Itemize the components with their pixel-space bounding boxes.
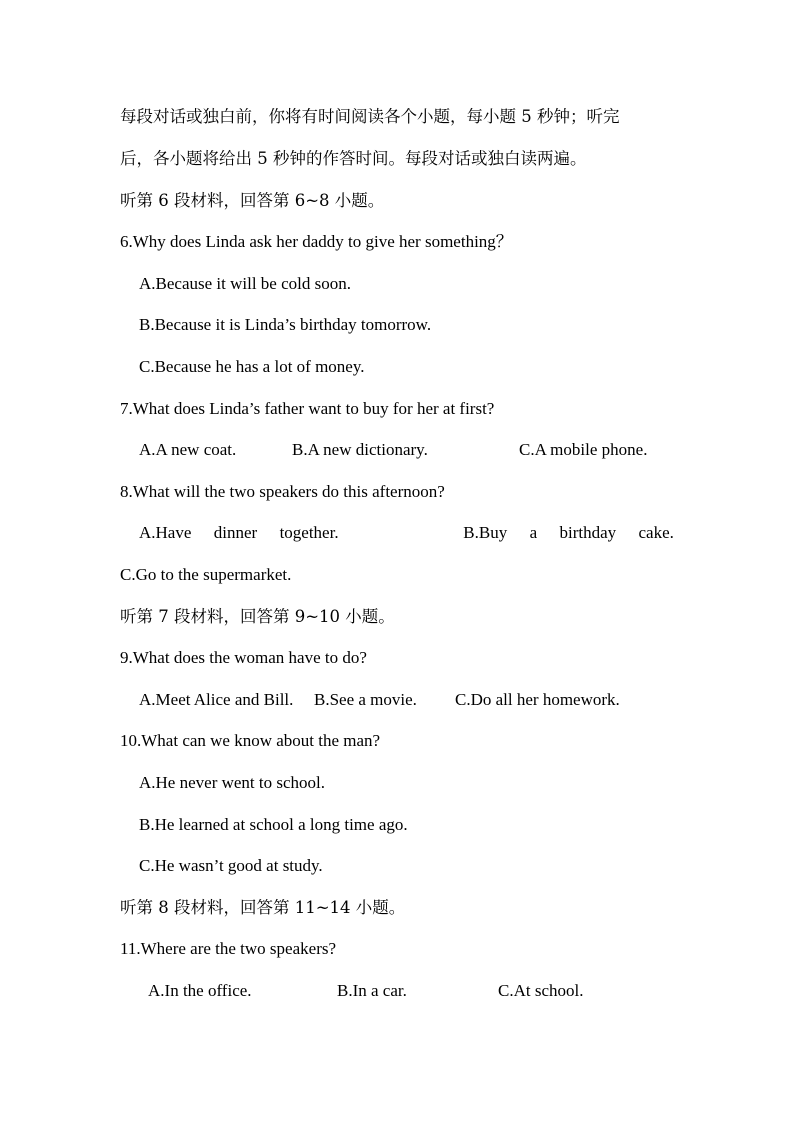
question-11-option-b: B.In a car. [337,981,407,1000]
question-6: 6.Why does Linda ask her daddy to give her something？ [120,232,513,251]
question-8-word: dinner [213,523,258,542]
question-8-word: together. [279,523,339,542]
question-10: 10.What can we know about the man? [120,731,381,750]
question-9-option-c: C.Do all her homework. [455,690,620,709]
question-9: 9.What does the woman have to do? [120,648,367,667]
question-6-option-b: B.Because it is Linda’s birthday tomorrow. [139,315,432,334]
section-7-heading: 听第 7 段材料，回答第 9~10 小题。 [120,607,395,626]
question-8-gap [361,522,441,544]
question-8-options-ab [139,522,674,544]
question-7-option-a: A.A new coat. [139,440,237,459]
question-8-word: birthday [559,523,617,542]
question-11-option-a: A.In the office. [148,981,252,1000]
question-7: 7.What does Linda’s father want to buy for her at first? [120,399,495,418]
question-11-option-c: C.At school. [498,981,584,1000]
question-9-option-b: B.See a movie. [314,690,417,709]
question-10-option-a: A.He never went to school. [139,773,326,792]
question-7-option-b: B.A new dictionary. [292,440,428,459]
question-8-word: B.Buy [463,523,508,542]
question-11: 11.Where are the two speakers? [120,939,337,958]
instructions-line-1: 每段对话或独白前，你将有时间阅读各个小题，每小题 5 秒钟；听完 [120,107,620,126]
question-7-option-c: C.A mobile phone. [519,440,648,459]
question-10-option-b: B.He learned at school a long time ago. [139,815,408,834]
question-8-word: cake. [638,523,674,542]
section-8-heading: 听第 8 段材料，回答第 11~14 小题。 [120,898,406,917]
question-6-option-c: C.Because he has a lot of money. [139,357,365,376]
question-8-word: a [529,523,538,542]
question-10-option-c: C.He wasn’t good at study. [139,856,323,875]
section-6-heading: 听第 6 段材料，回答第 6~8 小题。 [120,191,385,210]
question-8: 8.What will the two speakers do this afternoon? [120,482,445,501]
question-8-option-c: C.Go to the supermarket. [120,565,292,584]
question-9-option-a: A.Meet Alice and Bill. [139,690,294,709]
instructions-line-2: 后，各小题将给出 5 秒钟的作答时间。每段对话或独白读两遍。 [120,149,587,168]
question-8-word: A.Have [139,523,192,542]
question-6-option-a: A.Because it will be cold soon. [139,274,351,293]
